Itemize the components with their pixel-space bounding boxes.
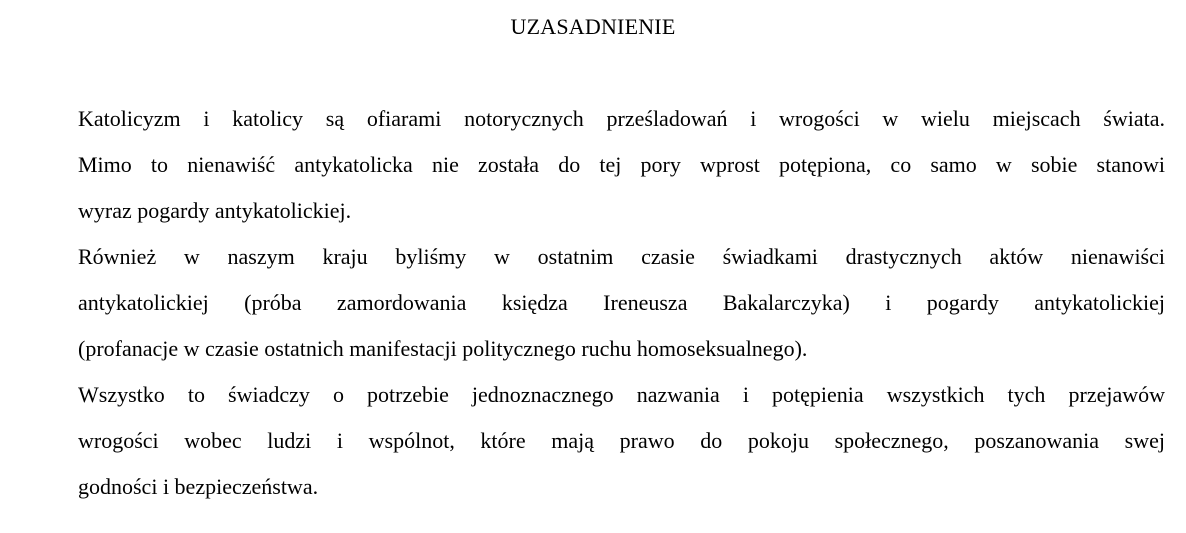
paragraph-2-line-3: (profanacje w czasie ostatnich manifestacji politycznego ruchu homoseksualnego). (78, 336, 808, 361)
paragraph-1-line-2: Mimo to nienawiść antykatolicka nie została do tej pory wprost potępiona, co samo w sobie stanowi (78, 152, 1165, 177)
paragraph-2-line-2: antykatolickiej (próba zamordowania księdza Ireneusza Bakalarczyka) i pogardy antykatolickiej (78, 290, 1165, 315)
paragraph-3-line-3: godności i bezpieczeństwa. (78, 474, 319, 499)
paragraph-1-line-3: wyraz pogardy antykatolickiej. (78, 198, 352, 223)
paragraph-2-line-1: Również w naszym kraju byliśmy w ostatnim czasie świadkami drastycznych aktów nienawiści (78, 244, 1165, 269)
document-body (78, 98, 1165, 512)
paragraph-3-line-1: Wszystko to świadczy o potrzebie jednoznacznego nazwania i potępienia wszystkich tych przejawów (78, 382, 1165, 407)
document-title: UZASADNIENIE (510, 14, 676, 39)
paragraph-3-line-2: wrogości wobec ludzi i wspólnot, które mają prawo do pokoju społecznego, poszanowania swej (78, 428, 1165, 453)
paragraph-1-line-1: Katolicyzm i katolicy są ofiarami notorycznych prześladowań i wrogości w wielu miejscach świata. (78, 106, 1165, 131)
